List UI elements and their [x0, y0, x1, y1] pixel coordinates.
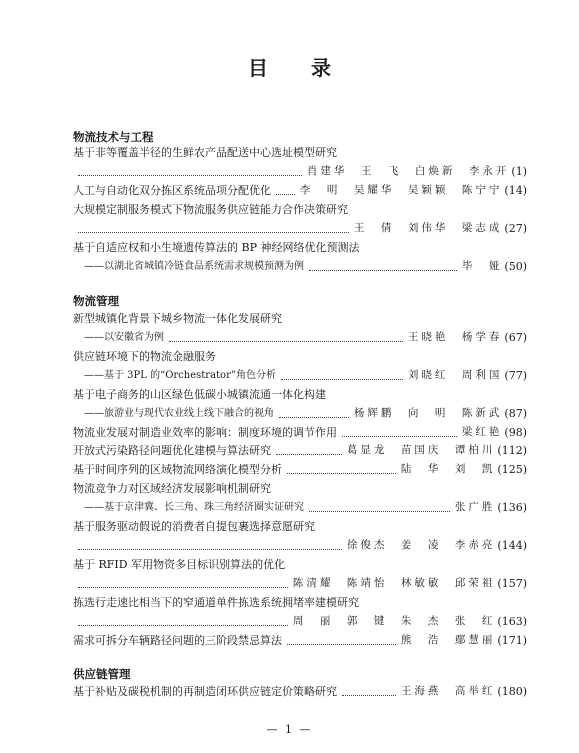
entry-title: 新型城镇化背景下城乡物流一体化发展研究 [73, 312, 282, 325]
entry-authors: 杨辉鹏 向 明 陈新武 [353, 407, 503, 419]
entry-authors: 刘晓红 周利国 [407, 369, 503, 381]
toc-entry[interactable] [73, 387, 527, 402]
toc-entry[interactable] [73, 311, 527, 326]
entry-page: (144) [497, 539, 527, 552]
leader-dots [342, 694, 396, 696]
entry-authors: 王 倩 刘伟华 梁志成 [353, 222, 503, 234]
toc-entry[interactable] [73, 557, 527, 572]
entry-title: 基于非等覆盖半径的生鲜农产品配送中心选址模型研究 [73, 146, 337, 159]
entry-subtitle: ——基于 3PL 的“Orchestrator”角色分析 [84, 370, 276, 381]
toc-entry[interactable] [73, 538, 527, 553]
toc-entry[interactable] [84, 259, 527, 274]
entry-authors: 葛显龙 苗国庆 谭柏川 [346, 444, 496, 456]
entry-authors: 陆 华 刘 凯 [400, 463, 496, 475]
toc-entry[interactable] [73, 349, 527, 364]
entry-page: (112) [497, 444, 527, 457]
toc-entry[interactable] [84, 406, 527, 421]
toc-entry[interactable] [73, 595, 527, 610]
entry-subtitle: ——以安徽省为例 [84, 332, 164, 343]
entry-title: 供应链环境下的物流金融服务 [73, 350, 216, 363]
toc-entry[interactable] [73, 164, 527, 179]
entry-title: 大规模定制服务模式下物流服务供应链能力合作决策研究 [73, 203, 348, 216]
entry-page: (77) [504, 369, 527, 382]
leader-dots [78, 548, 342, 550]
leader-dots [279, 416, 349, 418]
toc-entry[interactable] [73, 633, 527, 648]
entry-authors: 徐俊杰 姜 凌 李赤亮 [346, 539, 496, 551]
entry-title: 基于 RFID 军用物资多目标识别算法的优化 [73, 558, 286, 571]
entry-title: 基于服务驱动假说的消费者自提包裹选择意愿研究 [73, 520, 315, 533]
entry-page: (14) [504, 184, 527, 197]
entry-subtitle: ——基于京津冀、长三角、珠三角经济圈实证研究 [84, 502, 304, 513]
entry-authors: 梁红艳 [461, 426, 503, 438]
toc-entry[interactable] [73, 576, 527, 591]
entry-subtitle: ——旅游业与现代农业线上线下融合的视角 [84, 408, 274, 419]
leader-dots [78, 624, 288, 626]
toc-entry[interactable] [73, 481, 527, 496]
toc-entry[interactable] [73, 614, 527, 629]
toc-entry[interactable] [73, 145, 527, 160]
leader-dots [287, 472, 396, 474]
entry-title: 物流竞争力对区域经济发展影响机制研究 [73, 482, 271, 495]
section-heading: 物流管理 [73, 294, 119, 308]
leader-dots [276, 453, 342, 455]
leader-dots [78, 586, 288, 588]
leader-dots [281, 378, 403, 380]
leader-dots [169, 340, 403, 342]
entry-page: (98) [504, 426, 527, 439]
toc-entry[interactable] [84, 368, 527, 383]
leader-dots [78, 231, 349, 233]
toc-entry[interactable] [73, 240, 527, 255]
entry-authors: 肖建华 王 飞 白焕新 李永开 [306, 165, 510, 177]
section-heading: 物流技术与工程 [73, 130, 154, 144]
entry-title: 基于补贴及碳税机制的再制造闭环供应链定价策略研究 [73, 685, 337, 698]
entry-authors: 李 明 吴耀华 吴颖颖 陈宁宁 [299, 184, 503, 196]
leader-dots [276, 193, 295, 195]
entry-page: (67) [504, 331, 527, 344]
entry-page: (136) [497, 501, 527, 514]
toc-entry[interactable] [73, 519, 527, 534]
entry-page: (157) [497, 577, 527, 590]
page-number-footer: — 1 — [266, 723, 313, 736]
leader-dots [78, 174, 302, 176]
toc-entry[interactable] [73, 221, 527, 236]
entry-title: 基于电子商务的山区绿色低碳小城镇流通一体化构建 [73, 388, 326, 401]
section-heading: 供应链管理 [73, 667, 131, 681]
toc-entry[interactable] [84, 330, 527, 345]
entry-authors: 张广胜 [454, 501, 496, 513]
toc-entry[interactable] [73, 183, 527, 198]
entry-title: 物流业发展对制造业效率的影响：制度环境的调节作用 [73, 426, 337, 439]
entry-page: (163) [497, 615, 527, 628]
entry-title: 拣选行走速比相当下的窄通道单件拣选系统拥堵率建模研究 [73, 596, 359, 609]
leader-dots [342, 435, 457, 437]
entry-title: 基于自适应权和小生境遗传算法的 BP 神经网络优化预测法 [73, 241, 360, 254]
entry-authors: 王晓艳 杨学春 [407, 331, 503, 343]
entry-page: (50) [504, 260, 527, 273]
entry-title: 人工与自动化双分拣区系统品项分配优化 [73, 184, 271, 197]
entry-page: (1) [511, 165, 527, 178]
toc-entry[interactable] [73, 443, 527, 458]
entry-title: 需求可拆分车辆路径问题的三阶段禁忌算法 [73, 634, 282, 647]
toc-entry[interactable] [73, 425, 527, 440]
toc-entry[interactable] [73, 202, 527, 217]
leader-dots [309, 510, 450, 512]
entry-title: 开放式污染路径问题优化建模与算法研究 [73, 444, 271, 457]
entry-title: 基于时间序列的区域物流网络演化模型分析 [73, 463, 282, 476]
entry-authors: 周 丽 郭 键 朱 杰 张 红 [292, 615, 496, 627]
leader-dots [309, 269, 457, 271]
entry-page: (171) [497, 634, 527, 647]
toc-entry[interactable] [84, 500, 527, 515]
entry-authors: 毕 娅 [461, 260, 503, 272]
page-title: 目 录 [248, 56, 349, 80]
entry-page: (27) [504, 222, 527, 235]
entry-authors: 王海燕 高举红 [400, 685, 496, 697]
toc-entry[interactable] [73, 462, 527, 477]
entry-page: (125) [497, 463, 527, 476]
entry-subtitle: ——以湖北省城镇冷链食品系统需求规模预测为例 [84, 261, 304, 272]
entry-page: (87) [504, 407, 527, 420]
toc-entry[interactable] [73, 684, 527, 699]
leader-dots [287, 643, 396, 645]
entry-authors: 熊 浩 鄢慧丽 [400, 634, 496, 646]
entry-page: (180) [497, 685, 527, 698]
entry-authors: 陈清耀 陈靖怡 林敏敏 邱荣祖 [292, 577, 496, 589]
